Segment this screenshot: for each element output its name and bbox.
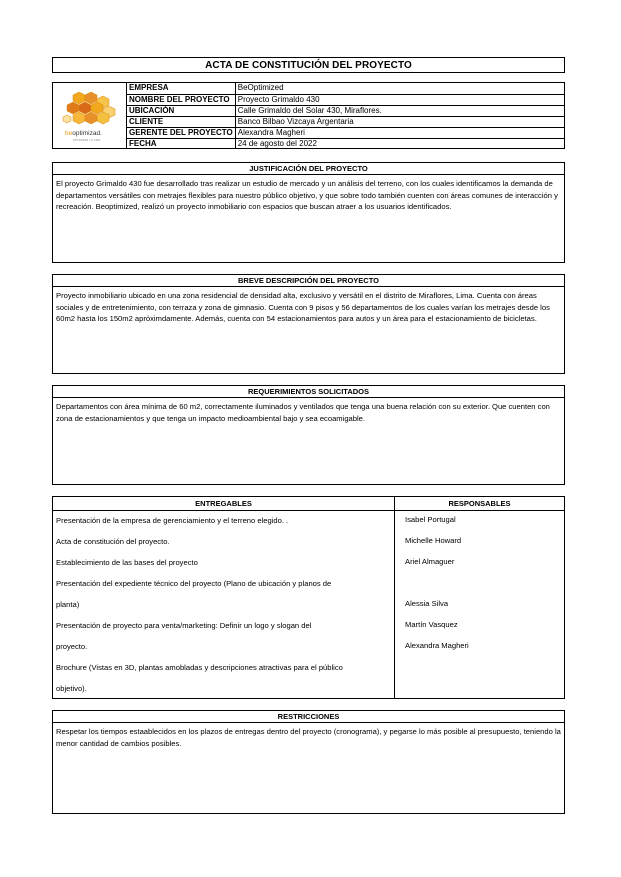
info-value: BeOptimized [235, 83, 564, 94]
section-heading [53, 163, 564, 175]
info-value: Calle Grimaldo del Solar 430, Miraflores. [235, 105, 564, 116]
responsible-name: Isabel Portugal [405, 515, 456, 524]
deliverables-heading: ENTREGABLES [195, 499, 252, 508]
deliverable-line: proyecto. [56, 642, 88, 651]
deliverable-line: objetivo). [56, 684, 87, 693]
info-row [127, 127, 564, 138]
info-row [127, 105, 564, 116]
restrictions-heading: RESTRICCIONES [277, 712, 340, 721]
description-section [52, 274, 565, 374]
info-value: Proyecto Grimaldo 430 [235, 94, 564, 105]
deliverable-line: Presentación de la empresa de gerenciamiento y el terreno elegido. . [56, 516, 289, 525]
restrictions-text: Respetar los tiempos estaablecidos en los plazos de entregas dentro del proyecto (cronograma), y pegarse lo más posible al presupuesto, teniendo la menor cantidad de cambios posibles. [56, 727, 561, 748]
hexagon-logo-icon [59, 91, 121, 131]
info-value: 24 de agosto del 2022 [237, 138, 317, 148]
project-info-header [52, 82, 565, 149]
deliverable-line: Acta de constitución del proyecto. [56, 537, 170, 546]
deliverables-heading-cell [53, 497, 394, 511]
info-label: UBICACIÓN [127, 105, 235, 116]
section-heading [53, 275, 564, 287]
deliverable-line: Presentación del expediente técnico del proyecto (Plano de ubicación y planos de [56, 579, 332, 588]
section-heading [53, 386, 564, 398]
responsible-name: Alexandra Magheri [405, 641, 469, 650]
info-label: GERENTE DEL PROYECTO [127, 127, 235, 138]
requirements-heading: REQUERIMIENTOS SOLICITADOS [248, 387, 369, 396]
justification-section [52, 162, 565, 263]
logo-wordmark: beoptimizad. [65, 130, 102, 137]
deliverable-line: Brochure (Vistas en 3D, plantas amobladas y descripciones atractivas para el público [56, 663, 343, 672]
document-title-box [52, 57, 565, 73]
info-row [127, 83, 564, 94]
responsibles-column [395, 497, 564, 698]
info-value: Alexandra Magheri [235, 127, 564, 138]
info-row [127, 138, 564, 149]
info-label: CLIENTE [127, 116, 235, 127]
deliverable-line: Presentación de proyecto para venta/marketing: Definir un logo y slogan del [56, 621, 312, 630]
responsible-name: Alessia Silva [405, 599, 449, 608]
justification-heading: JUSTIFICACIÓN DEL PROYECTO [249, 164, 368, 173]
info-row [127, 116, 564, 127]
description-heading: BREVE DESCRIPCIÓN DEL PROYECTO [238, 276, 379, 285]
deliverable-line: Establecimiento de las bases del proyecto [56, 558, 198, 567]
requirements-text: Departamentos con área mínima de 60 m2, correctamente iluminados y ventilados que tenga una buena relación con su exterior. Que cuenten con zona de estacionamientos y que tenga un impacto medioambiental bajo y sea ecoamigable. [56, 402, 550, 423]
deliverables-section [52, 496, 565, 699]
company-logo-cell [53, 83, 127, 148]
responsible-name: Martín Vasquez [405, 620, 458, 629]
deliverable-line: planta) [56, 600, 80, 609]
responsibles-heading-cell [395, 497, 564, 511]
restrictions-section [52, 710, 565, 814]
requirements-section [52, 385, 565, 485]
info-label: NOMBRE DEL PROYECTO [127, 94, 235, 105]
document-title: ACTA DE CONSTITUCIÓN DEL PROYECTO [205, 59, 412, 71]
responsibles-heading: RESPONSABLES [448, 499, 511, 508]
responsible-name: Michelle Howard [405, 536, 462, 545]
logo-tagline: OPTIMIZAR TU VIDA [73, 139, 101, 142]
info-label: FECHA [127, 138, 235, 149]
info-label: EMPRESA [127, 83, 235, 94]
info-row [127, 94, 564, 105]
responsible-name: Ariel Almaguer [405, 557, 455, 566]
info-value: Banco Bilbao Vizcaya Argentaria [235, 116, 564, 127]
description-text: Proyecto inmobiliario ubicado en una zona residencial de densidad alta, exclusivo y versátil en el distrito de Miraflores, Lima. Cuenta con áreas sociales y de entretenimiento, con terraza y zona de gimnasio. Cuenta con 9 pisos y 56 departamentos de los cuales varían los metrajes desde los 60m2 hasta los 150m2 apróximdamente. Además, cuenta con 54 estacionamientos para autos y un área para el estacionamiento de bicicletas. [56, 291, 550, 323]
deliverables-column [53, 497, 395, 698]
project-info-table [127, 83, 564, 149]
justification-text: El proyecto Grimaldo 430 fue desarrollado tras realizar un estudio de mercado y un análisis del terreno, con los cuales identificamos la demanda de departamentos versátiles con metrajes flexibles para nuestro público objetivo, y que sobre todo también cuenten con áreas comunes de interacción y recreación. Beoptimized, realizó un proyecto inmobiliario con espacios que buscan atraer a los usuarios identificados. [56, 179, 558, 211]
section-heading [53, 711, 564, 723]
